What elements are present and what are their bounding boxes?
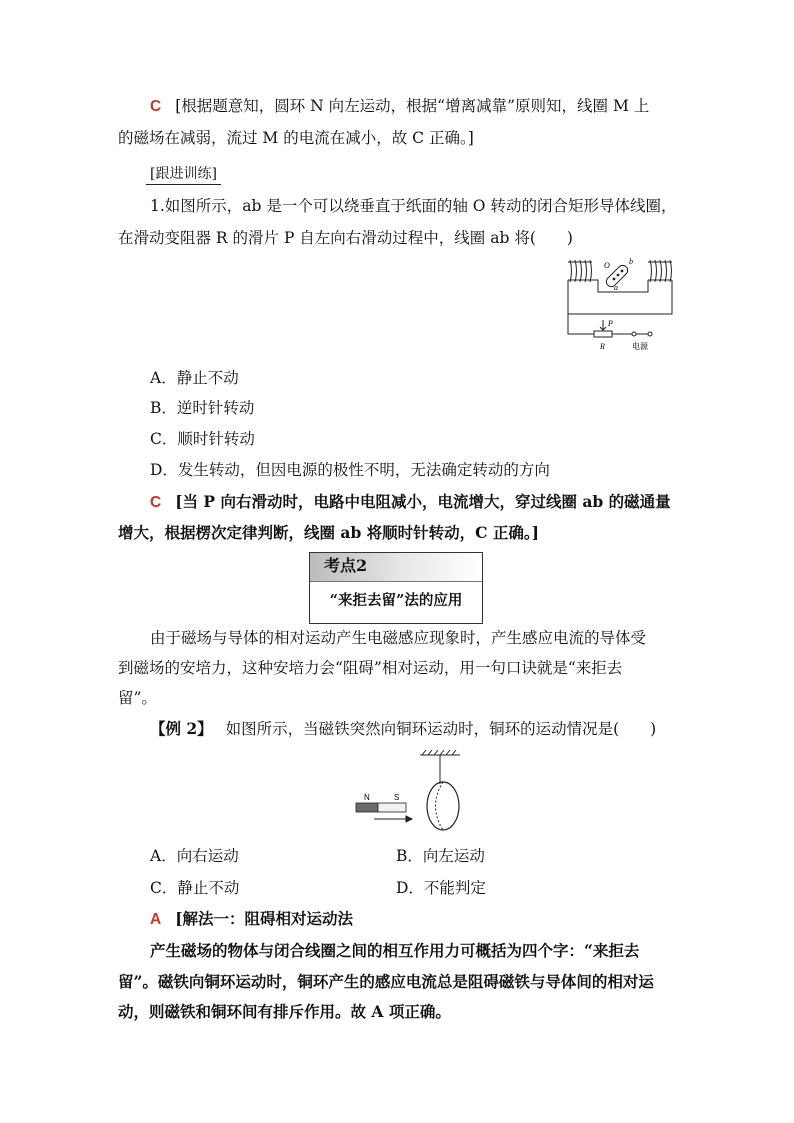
motion-arrow bbox=[374, 816, 412, 822]
magnet-s-pole bbox=[378, 803, 406, 812]
intro-line-1: 由于磁场与导体的相对运动产生电磁感应现象时，产生感应电流的导体受 bbox=[150, 629, 647, 647]
magnet-ring-figure bbox=[350, 748, 470, 838]
label-b: b bbox=[629, 257, 633, 266]
q1-explain-line-1 bbox=[150, 492, 671, 513]
q1-answer-letter: C bbox=[150, 494, 162, 511]
ex2-option-b: B．向左运动 bbox=[396, 847, 485, 865]
ex2-method: [解法一：阻碍相对运动法 bbox=[175, 909, 354, 928]
topic-box-header bbox=[310, 553, 482, 582]
circuit-figure bbox=[562, 254, 682, 354]
ceiling bbox=[420, 750, 460, 784]
terminal-right bbox=[648, 332, 652, 336]
ex2-option-a: A．向右运动 bbox=[150, 847, 239, 865]
ex2-explain-line-1: 产生磁场的物体与闭合线圈之间的相互作用力可概括为四个字：“来拒去 bbox=[150, 941, 640, 960]
question-1-line-1: 1.如图所示，ab 是一个可以绕垂直于纸面的轴 O 转动的闭合矩形导体线圈， bbox=[150, 197, 677, 215]
left-coil bbox=[568, 260, 592, 282]
label-source: 电源 bbox=[632, 342, 648, 351]
q1-option-d: D．发生转动，但因电源的极性不明，无法确定转动的方向 bbox=[150, 461, 550, 479]
q1-option-a: A．静止不动 bbox=[150, 369, 239, 387]
answer-paragraph-line-1 bbox=[150, 96, 649, 117]
example-2-text: 如图所示，当磁铁突然向铜环运动时，铜环的运动情况是( ) bbox=[225, 720, 657, 738]
section-tag: [跟进训练] bbox=[146, 164, 221, 185]
topic-title: 考点2 bbox=[324, 556, 368, 575]
copper-ring bbox=[427, 782, 459, 830]
intro-line-3: 留”。 bbox=[118, 689, 157, 707]
q1-option-c: C．顺时针转动 bbox=[150, 430, 255, 448]
magnet-n-pole bbox=[356, 803, 378, 812]
terminal-left bbox=[632, 332, 636, 336]
answer-letter: C bbox=[150, 98, 162, 115]
ex2-option-c: C．静止不动 bbox=[150, 879, 240, 897]
label-a: a bbox=[614, 283, 618, 292]
ex2-answer-letter: A bbox=[150, 911, 162, 928]
topic-box bbox=[309, 552, 483, 624]
q1-option-b: B．逆时针转动 bbox=[150, 399, 255, 417]
label-s: S bbox=[394, 793, 400, 802]
label-n: N bbox=[364, 793, 370, 802]
right-coil bbox=[648, 260, 672, 282]
q1-explain-text: [当 P 向右滑动时，电路中电阻减小，电流增大，穿过线圈 ab 的磁通量 bbox=[175, 492, 671, 511]
ex2-option-d: D．不能判定 bbox=[396, 879, 486, 897]
ring-front-dashed bbox=[436, 782, 444, 830]
topic-subtitle: “来拒去留”法的应用 bbox=[329, 592, 463, 609]
question-1-line-2: 在滑动变阻器 R 的滑片 P 自左向右滑动过程中，线圈 ab 将( ) bbox=[118, 229, 573, 247]
ex2-explain-line-3: 动，则磁铁和铜环间有排斥作用。故 A 项正确。 bbox=[118, 1002, 451, 1021]
answer-text: [根据题意知，圆环 N 向左运动，根据“增离减靠”原则知，线圈 M 上 bbox=[175, 97, 650, 115]
answer-paragraph-line-2: 的磁场在减弱，流过 M 的电流在减小，故 C 正确。] bbox=[118, 129, 474, 147]
intro-line-2: 到磁场的安培力，这种安培力会“阻碍”相对运动，用一句口诀就是“来拒去 bbox=[118, 659, 623, 677]
ex2-explain-line-2: 留”。磁铁向铜环运动时，铜环产生的感应电流总是阻碍磁铁与导体间的相对运 bbox=[118, 972, 654, 991]
label-r: R bbox=[600, 342, 605, 351]
example-2-tag: 【例 2】 bbox=[150, 719, 213, 738]
label-p: P bbox=[608, 319, 613, 328]
label-o: O bbox=[604, 261, 610, 270]
ex2-method-line bbox=[150, 909, 353, 930]
circuit-wires bbox=[568, 280, 672, 337]
q1-explain-line-2: 增大，根据楞次定律判断，线圈 ab 将顺时针转动，C 正确。] bbox=[118, 523, 539, 542]
example-2-question bbox=[150, 719, 656, 739]
